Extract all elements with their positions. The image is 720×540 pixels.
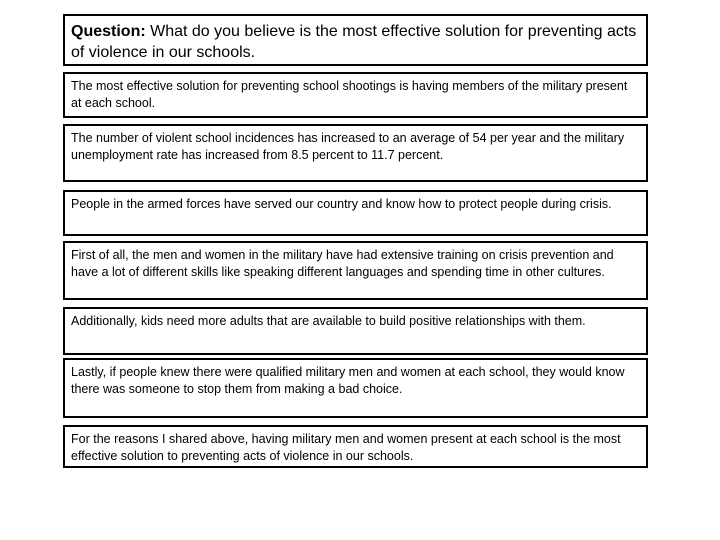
conclusion-box [63,425,648,468]
second-point-box [63,307,648,355]
third-point-text: Lastly, if people knew there were qualified military men and women at each school, they would know there was someone to stop them from making a bad choice. [71,365,625,396]
conclusion-text: For the reasons I shared above, having military men and women present at each school is the most effective solution to preventing acts of violence in our schools. [71,432,621,463]
reason-box [63,190,648,236]
evidence-box [63,124,648,182]
claim-text: The most effective solution for preventing school shootings is having members of the military present at each school. [71,79,628,110]
first-point-text: First of all, the men and women in the military have had extensive training on crisis prevention and have a lot of different skills like speaking different languages and spending time in other cultures. [71,248,614,279]
third-point-box [63,358,648,418]
reason-text: People in the armed forces have served our country and know how to protect people during crisis. [71,197,612,211]
evidence-text: The number of violent school incidences has increased to an average of 54 per year and the military unemployment rate has increased from 8.5 percent to 11.7 percent. [71,131,625,162]
second-point-text: Additionally, kids need more adults that are available to build positive relationships with them. [71,314,586,328]
claim-box [63,72,648,118]
question-box [63,14,648,66]
first-point-box [63,241,648,300]
question-text: What do you believe is the most effective solution for preventing acts of violence in our schools. [71,23,637,61]
question-label: Question: [71,23,146,40]
